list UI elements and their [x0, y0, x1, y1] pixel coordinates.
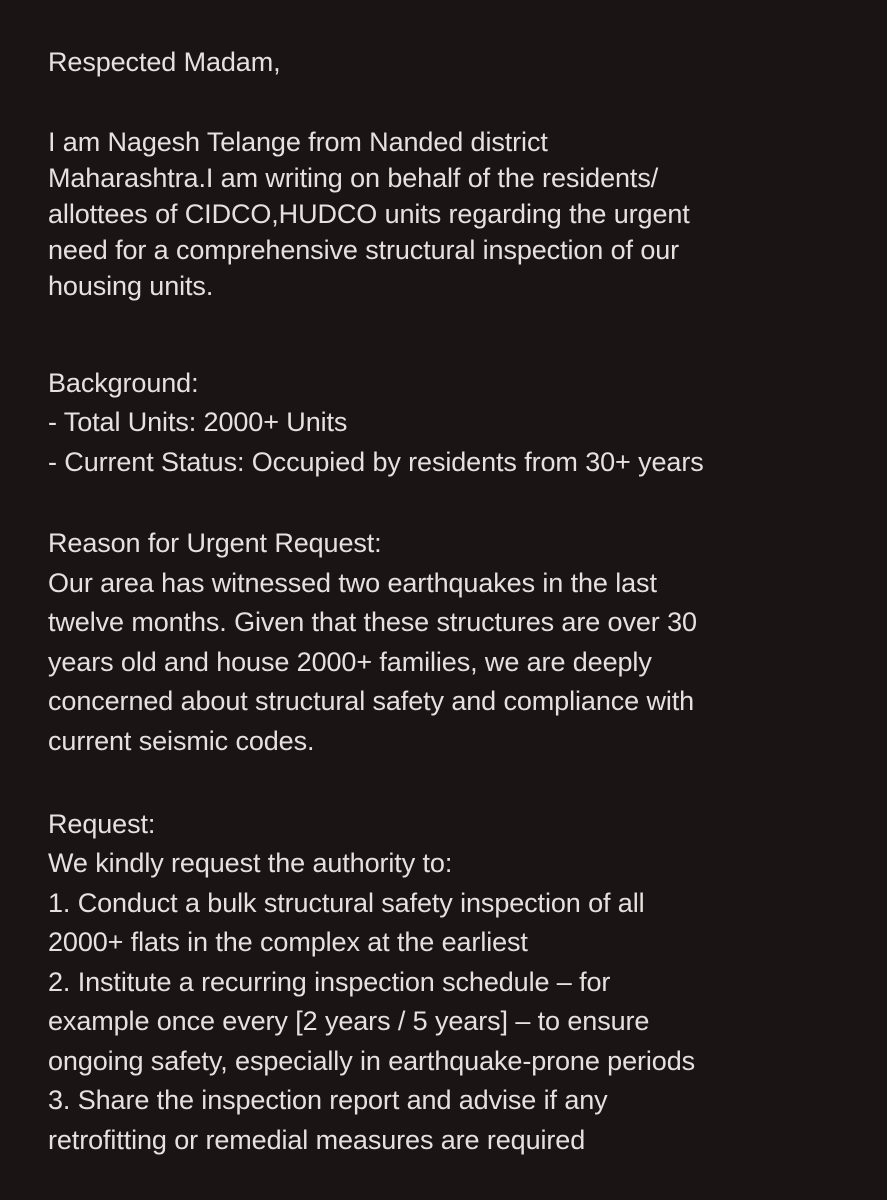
- reason-line: years old and house 2000+ families, we are deeply: [48, 647, 652, 677]
- request-heading: Request:: [48, 809, 156, 839]
- reason-line: Our area has witnessed two earthquakes in the last: [48, 568, 657, 598]
- intro-line: need for a comprehensive structural inspection of our: [48, 235, 680, 265]
- request-line: 2. Institute a recurring inspection schedule – for: [48, 967, 611, 997]
- intro-line: allottees of CIDCO,HUDCO units regarding the urgent: [48, 199, 690, 229]
- intro-line: Maharashtra.I am writing on behalf of the residents/: [48, 163, 659, 193]
- intro-line: housing units.: [48, 271, 214, 301]
- reason-line: concerned about structural safety and compliance with: [48, 686, 695, 716]
- background-heading: Background:: [48, 368, 199, 398]
- request-line: example once every [2 years / 5 years] – to ensure: [48, 1006, 650, 1036]
- salutation: Respected Madam,: [48, 47, 281, 77]
- request-line: ongoing safety, especially in earthquake-prone periods: [48, 1046, 696, 1076]
- reason-line: twelve months. Given that these structures are over 30: [48, 607, 697, 637]
- request-line: 1. Conduct a bulk structural safety inspection of all: [48, 888, 645, 918]
- request-line: retrofitting or remedial measures are required: [48, 1125, 586, 1155]
- background-item: - Current Status: Occupied by residents from 30+ years: [48, 447, 704, 477]
- intro-line: I am Nagesh Telange from Nanded district: [48, 127, 548, 157]
- request-line: 2000+ flats in the complex at the earliest: [48, 927, 528, 957]
- request-line: 3. Share the inspection report and advise if any: [48, 1085, 608, 1115]
- reason-line: current seismic codes.: [48, 726, 315, 756]
- request-intro: We kindly request the authority to:: [48, 848, 453, 878]
- reason-heading: Reason for Urgent Request:: [48, 528, 382, 558]
- background-item: - Total Units: 2000+ Units: [48, 407, 348, 437]
